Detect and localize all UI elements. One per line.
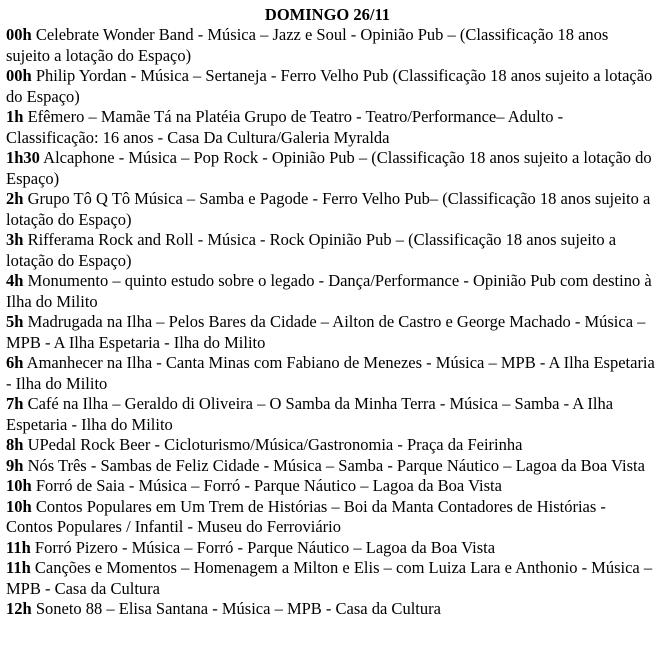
entry-description: Amanhecer na Ilha - Canta Minas com Fabiano de Menezes - Música – MPB - A Ilha Espetaria - Ilha do Milito	[6, 353, 655, 393]
entry-description: Madrugada na Ilha – Pelos Bares da Cidade – Ailton de Castro e George Machado - Música – MPB - A Ilha Espetaria - Ilha do Milito	[6, 312, 646, 352]
entry-description: Alcaphone - Música – Pop Rock - Opinião Pub – (Classificação 18 anos sujeito a lotação do Espaço)	[6, 148, 652, 188]
entry-description: Soneto 88 – Elisa Santana - Música – MPB - Casa da Cultura	[31, 599, 441, 618]
page-title: DOMINGO 26/11	[264, 5, 391, 24]
entry-description: Efêmero – Mamãe Tá na Platéia Grupo de Teatro - Teatro/Performance– Adulto - Classificação: 16 anos - Casa Da Cultura/Galeria Myralda	[6, 107, 564, 147]
schedule-entry	[6, 312, 655, 353]
entry-time: 6h	[6, 353, 24, 372]
schedule-entry	[6, 435, 655, 456]
schedule-list	[6, 25, 655, 620]
entry-description: Monumento – quinto estudo sobre o legado - Dança/Performance - Opinião Pub com destino à Ilha do Milito	[6, 271, 652, 311]
schedule-entry	[6, 538, 655, 559]
entry-time: 9h	[6, 455, 24, 475]
entry-time: 5h	[6, 312, 24, 331]
schedule-entry	[6, 148, 655, 189]
entry-time: 11h	[6, 558, 31, 577]
entry-time: 3h	[6, 230, 24, 249]
schedule-entry	[6, 271, 655, 312]
schedule-entry	[6, 497, 655, 538]
entry-description: Grupo Tô Q Tô Música – Samba e Pagode - Ferro Velho Pub– (Classificação 18 anos sujeito a lotação do Espaço)	[6, 189, 651, 229]
schedule-entry	[6, 25, 655, 66]
schedule-entry	[6, 66, 655, 107]
entry-description: Contos Populares em Um Trem de Histórias – Boi da Manta Contadores de Histórias - Contos Populares / Infantil - Museu do Ferroviário	[6, 496, 606, 536]
schedule-entry	[6, 394, 655, 435]
entry-description: Philip Yordan - Música – Sertaneja - Ferro Velho Pub (Classificação 18 anos sujeito a lotação do Espaço)	[6, 66, 653, 106]
entry-time: 00h	[6, 25, 32, 44]
schedule-entry	[6, 456, 655, 477]
entry-time: 10h	[6, 476, 32, 495]
entry-time: 1h	[6, 107, 24, 126]
schedule-entry	[6, 189, 655, 230]
schedule-entry	[6, 107, 655, 148]
entry-description: UPedal Rock Beer - Cicloturismo/Música/Gastronomia - Praça da Feirinha	[23, 435, 523, 454]
entry-time: 00h	[6, 66, 32, 85]
schedule-entry	[6, 230, 655, 271]
entry-time: 4h	[6, 271, 24, 290]
entry-time: 8h	[6, 435, 24, 454]
entry-time: 12h	[6, 599, 32, 618]
schedule-entry	[6, 599, 655, 620]
entry-time: 2h	[6, 189, 24, 208]
entry-description: Forró de Saia - Música – Forró - Parque Náutico – Lagoa da Boa Vista	[31, 476, 502, 495]
entry-description: Café na Ilha – Geraldo di Oliveira – O Samba da Minha Terra - Música – Samba - A Ilha Espetaria - Ilha do Milito	[6, 394, 614, 434]
schedule-entry	[6, 353, 655, 394]
entry-description: Canções e Momentos – Homenagem a Milton e Elis – com Luiza Lara e Anthonio - Música – MPB - Casa da Cultura	[6, 558, 653, 598]
entry-description: Rifferama Rock and Roll - Música - Rock Opinião Pub – (Classificação 18 anos sujeito a lotação do Espaço)	[6, 230, 617, 270]
entry-description: Celebrate Wonder Band - Música – Jazz e Soul - Opinião Pub – (Classificação 18 anos sujeito a lotação do Espaço)	[6, 25, 609, 65]
entry-time: 1h30	[6, 148, 40, 167]
entry-time: 11h	[6, 537, 31, 557]
schedule-entry	[6, 476, 655, 497]
schedule-entry	[6, 558, 655, 599]
entry-description: Nós Três - Sambas de Feliz Cidade - Música – Samba - Parque Náutico – Lagoa da Boa Vista	[23, 455, 645, 475]
entry-time: 7h	[6, 394, 24, 413]
entry-time: 10h	[6, 496, 32, 516]
entry-description: Forró Pizero - Música – Forró - Parque Náutico – Lagoa da Boa Vista	[30, 537, 496, 557]
